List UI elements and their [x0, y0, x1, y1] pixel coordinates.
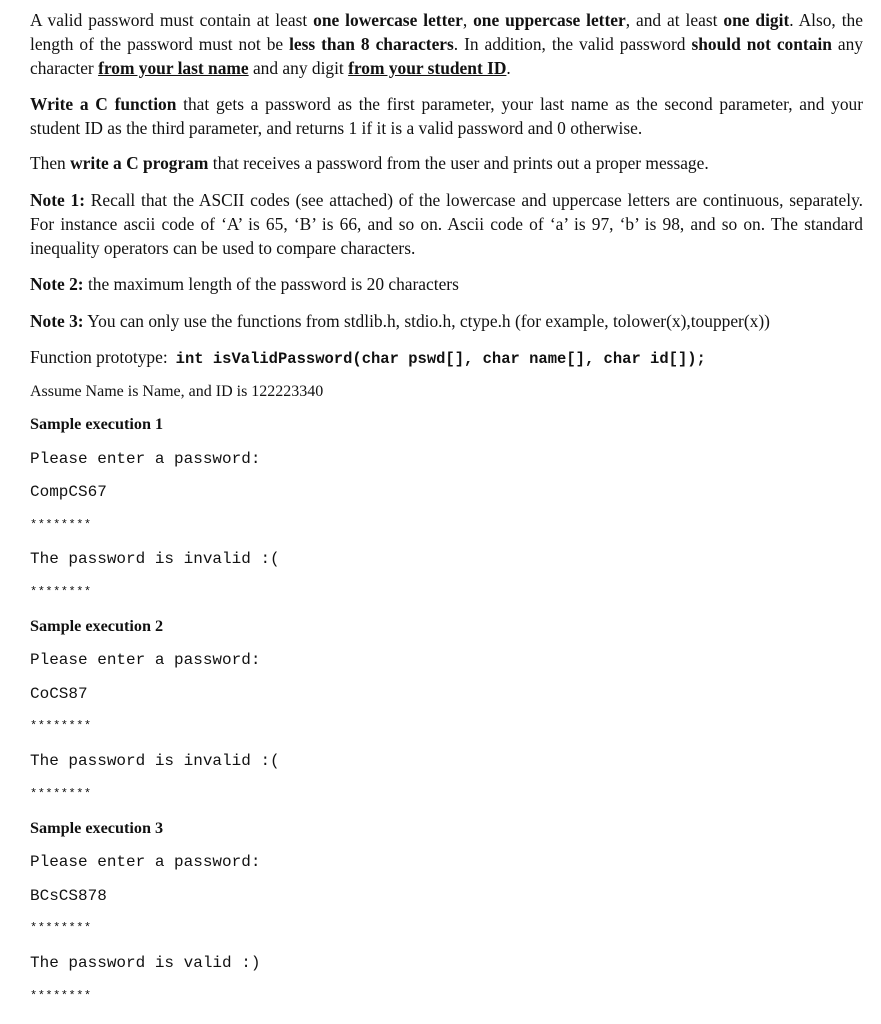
intro-paragraph: [30, 8, 863, 80]
function-prototype-line: [30, 345, 706, 371]
sample-2-stars-top: ********: [30, 719, 92, 733]
note-1-paragraph: [30, 188, 863, 260]
task-function-bold: Write a C function: [30, 94, 177, 114]
note-3-label: Note 3:: [30, 311, 84, 331]
note-2-paragraph: [30, 272, 863, 296]
sample-3-heading: Sample execution 3: [30, 819, 164, 837]
intro-text-8: .: [506, 58, 511, 78]
sample-2-stars-bottom: ********: [30, 787, 92, 801]
intro-underline-student-id: from your student ID: [348, 58, 507, 78]
task-function-paragraph: [30, 92, 863, 140]
sample-1-prompt: Please enter a password:: [30, 450, 261, 468]
sample-3-result: The password is valid :): [30, 954, 261, 972]
sample-1-input: CompCS67: [30, 483, 107, 501]
sample-3-stars-top: ********: [30, 921, 92, 935]
task-program-paragraph: [30, 151, 863, 175]
task-program-bold: write a C program: [70, 153, 209, 173]
prototype-code: int isValidPassword(char pswd[], char name[], char id[]);: [175, 350, 706, 368]
task-function-text: that gets a password as the first parameter, your last name as the second parameter, and your student ID as the third parameter, and returns 1 if it is a valid password and 0 otherwise.: [30, 94, 864, 138]
sample-3-prompt: Please enter a password:: [30, 853, 261, 871]
sample-2-heading: Sample execution 2: [30, 617, 164, 635]
assumption-line: Assume Name is Name, and ID is 122223340: [30, 383, 324, 400]
sample-1-result: The password is invalid :(: [30, 550, 280, 568]
note-1-text: Recall that the ASCII codes (see attached) of the lowercase and uppercase letters are continuous, separately. For instance ascii code of ‘A’ is 65, ‘B’ is 66, and so on. Ascii code of ‘a’ is 97, ‘b’ is 98, and so on. The standard inequality operators can be used to compare characters.: [30, 190, 863, 258]
intro-text-1: A valid password must contain at least: [30, 10, 314, 30]
prototype-label: Function prototype:: [30, 347, 168, 367]
sample-2-prompt: Please enter a password:: [30, 651, 261, 669]
intro-text-3: , and at least: [625, 10, 724, 30]
note-2-text: the maximum length of the password is 20 characters: [83, 274, 459, 294]
intro-bold-should-not: should not contain: [691, 34, 832, 54]
note-3-text: You can only use the functions from stdlib.h, stdio.h, ctype.h (for example, tolower(x),toupper(x)): [83, 311, 770, 331]
intro-text-7: and any digit: [248, 58, 349, 78]
intro-bold-uppercase: one uppercase letter: [473, 10, 626, 30]
sample-3-input: BCsCS878: [30, 887, 107, 905]
intro-text-4: . Also, the length of the password must not be: [30, 10, 863, 54]
note-1-label: Note 1:: [30, 190, 86, 210]
intro-bold-lowercase: one lowercase letter: [313, 10, 463, 30]
sample-1-stars-bottom: ********: [30, 585, 92, 599]
sample-2-input: CoCS87: [30, 685, 88, 703]
intro-text-2: ,: [462, 10, 474, 30]
sample-3-stars-bottom: ********: [30, 989, 92, 1003]
intro-text-6: any character: [30, 34, 863, 78]
sample-2-result: The password is invalid :(: [30, 752, 280, 770]
task-program-text-2: that receives a password from the user and prints out a proper message.: [208, 153, 709, 173]
intro-text-5: . In addition, the valid password: [453, 34, 692, 54]
sample-1-heading: Sample execution 1: [30, 415, 164, 433]
task-program-text-1: Then: [30, 153, 71, 173]
sample-1-stars-top: ********: [30, 518, 92, 532]
intro-bold-digit: one digit: [723, 10, 790, 30]
intro-bold-length: less than 8 characters: [289, 34, 454, 54]
intro-underline-last-name: from your last name: [98, 58, 249, 78]
note-3-paragraph: [30, 309, 863, 333]
note-2-label: Note 2:: [30, 274, 84, 294]
